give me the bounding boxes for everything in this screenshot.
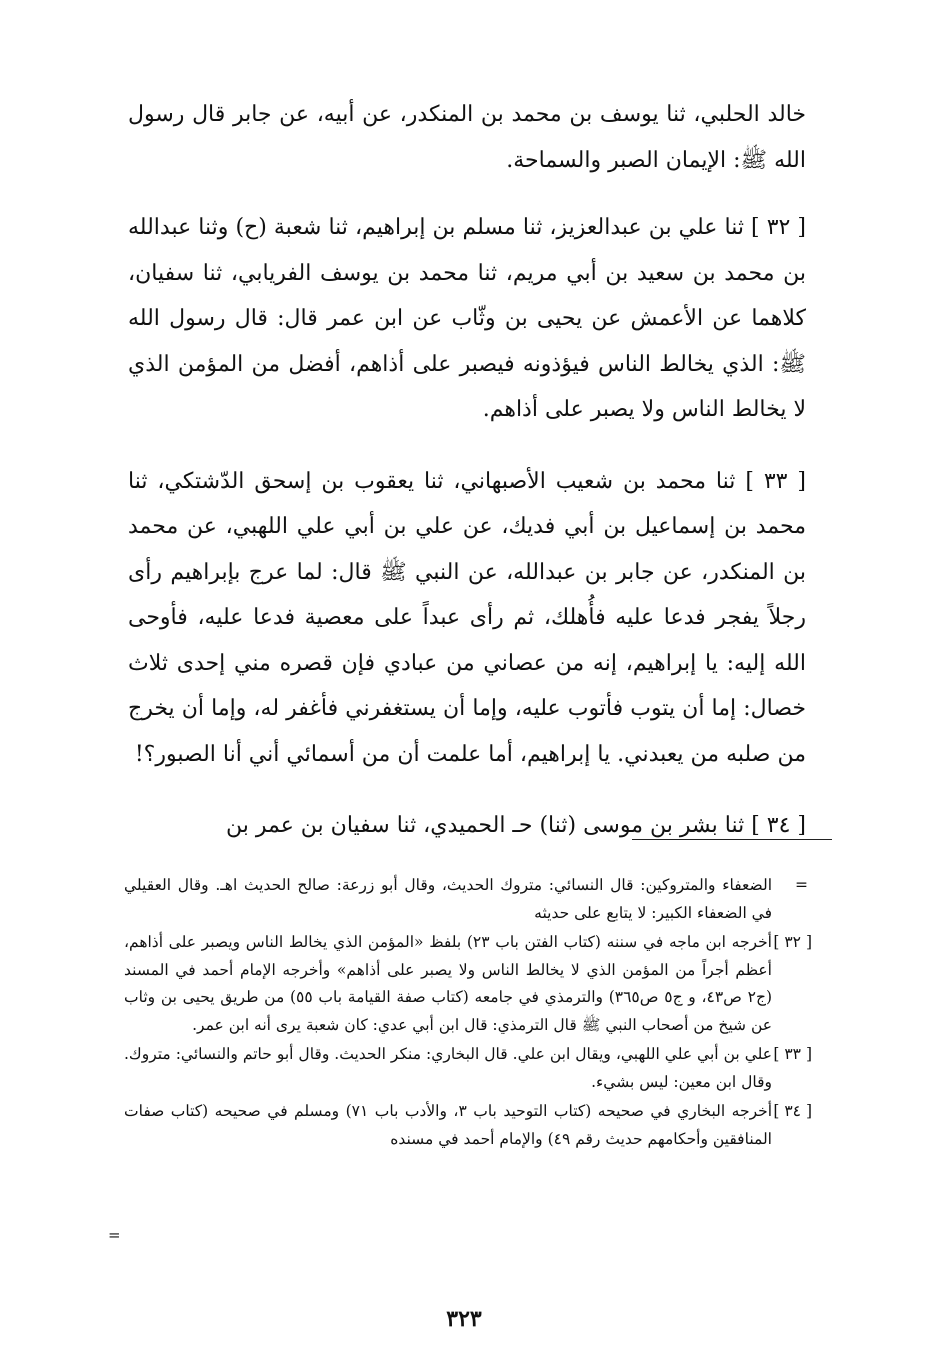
hadith-34: [ ٣٤ ] ثنا بشر بن موسى (ثنا) حـ الحميدي، ثنا سفيان بن عمر بن [225,813,806,838]
footnotes [124,872,812,1155]
footnote-mark: [ ٣٣ ] [773,1045,812,1063]
footnote-mark: = [795,876,808,894]
hadith-33: [ ٣٣ ] ثنا محمد بن شعيب الأصبهاني، ثنا يعقوب بن إسحق الدّشتكي، ثنا محمد بن إسماعيل بن أبي فديك، عن علي بن أبي علي اللهبي، عن محمد بن المنكدر، عن جابر بن عبدالله، عن النبي ﷺ قال: لما عرج بإبراهيم رأى رجلاً يفجر فدعا عليه فأُهلك، ثم رأى عبداً على معصية فدعا عليه، فأوحى الله إليه: يا إبراهيم، إنه من عصاني من عبادي فإن قصره مني إحدى ثلاث خصال: إما أن يتوب فأتوب عليه، وإما أن يستغفرني فأغفر له، وإما أن يخرج من صلبه من يعبدني. يا إبراهيم، أما علمت أن من أسمائي أني أنا الصبور؟! [128,468,806,767]
footnote-text: علي بن أبي علي اللهبي، ويقال ابن علي. قال البخاري: منكر الحديث. وقال أبو حاتم والنسائي: متروك. وقال ابن معين: ليس بشيء. [124,1045,772,1091]
footnote-separator [632,839,832,840]
paragraph-continuation: خالد الحلبي، ثنا يوسف بن محمد بن المنكدر، عن أبيه، عن جابر قال رسول الله ﷺ: الإيمان الصبر والسماحة. [128,102,806,173]
footnote-continuation [124,872,812,927]
footnote-34 [124,1098,812,1153]
footnote-mark: [ ٣٢ ] [773,933,812,951]
footnote-32 [124,929,812,1039]
page-number: ٣٢٣ [446,1306,482,1332]
footnote-mark: [ ٣٤ ] [773,1102,812,1120]
footnote-text: الضعفاء والمتروكين: قال النسائي: متروك الحديث، وقال أبو زرعة: صالح الحديث اهـ. وقال العقيلي في الضعفاء الكبير: لا يتابع على حديثه [124,876,772,922]
main-text [128,92,806,875]
continuation-mark: = [108,1226,121,1244]
footnote-33 [124,1041,812,1096]
footnote-text: أخرجه ابن ماجه في سننه (كتاب الفتن باب ٢٣) بلفظ «المؤمن الذي يخالط الناس ويصبر على أذاهم، أعظم أجراً من المؤمن الذي لا يخالط الناس ولا يصبر على أذاهم» وأخرجه الإمام أحمد في المسند (ج٢ ص٤٣، و ج٥ ص٣٦٥) والترمذي في جامعه (كتاب صفة القيامة باب ٥٥) من طريق يحيى بن وثاب عن شيخ من أصحاب النبي ﷺ قال الترمذي: قال ابن أبي عدي: كان شعبة يرى أنه ابن عمر. [124,933,773,1034]
footnote-text: أخرجه البخاري في صحيحه (كتاب التوحيد باب ٣، والأدب باب ٧١) ومسلم في صحيحه (كتاب صفات المنافقين وأحكامهم حديث رقم ٤٩) والإمام أحمد في مسنده [124,1102,773,1148]
hadith-32: [ ٣٢ ] ثنا علي بن عبدالعزيز، ثنا مسلم بن إبراهيم، ثنا شعبة (ح) وثنا عبدالله بن محمد بن سعيد بن أبي مريم، ثنا محمد بن يوسف الفريابي، ثنا سفيان، كلاهما عن الأعمش عن يحيى بن وثّاب عن ابن عمر قال: قال رسول الله ﷺ: الذي يخالط الناس فيؤذونه فيصبر على أذاهم، أفضل من المؤمن الذي لا يخالط الناس ولا يصبر على أذاهم. [128,215,807,422]
